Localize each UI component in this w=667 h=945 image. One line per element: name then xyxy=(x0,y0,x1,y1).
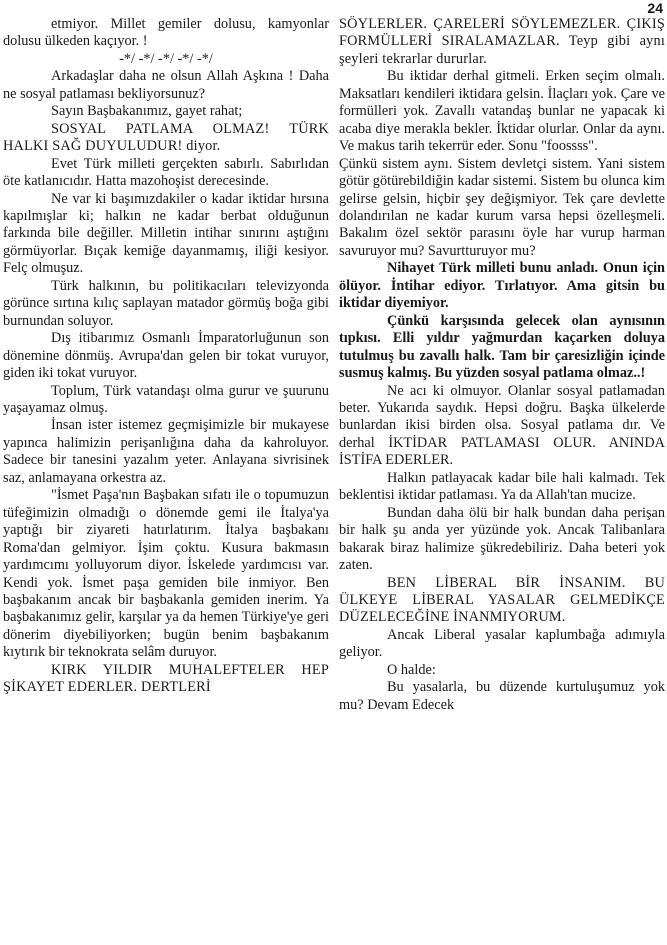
paragraph: Arkadaşlar daha ne olsun Allah Aşkına ! Daha ne sosyal patlaması bekliyorsunuz? xyxy=(3,68,329,102)
paragraph: Ne var ki başımızdakiler o kadar iktidar hırsına kapılmışlar ki; halkın ne kadar berbat olduğunun farkında bile değiller. Milletin intihar sınırını aştığını görmüyorlar. Bıçak kemiğe dayanmamış, iliği kesiyor. Felç olmuşuz. xyxy=(3,190,329,277)
closing-paragraph: Bu yasalarla, bu düzende kurtuluşumuz yok mu? Devam Edecek xyxy=(339,679,665,713)
paragraph: Bundan daha ölü bir halk bundan daha perişan bir halk şu anda yer yüzünde yok. Ancak Talibanlara bakarak biraz halimize şükredebiliriz. Daha beteri yok zaten. xyxy=(339,504,665,574)
paragraph: Çünkü sistem aynı. Sistem devletçi sistem. Yani sistem götür götürebildiğin kadar sistemi. Sistem bu olunca kim gelirse gelsin, hiçbir şey değişmiyor. Tek çare devlette dolandırılan ne kadar kurum varsa hepsi özelleşmeli. Bakalım özel sektör parasını öyle har vurup harman savuruyor mu? Savurtturuyor mu? xyxy=(339,155,665,259)
bold-paragraph: Çünkü karşısında gelecek olan aynısının tıpkısı. Elli yıldır yağmurdan kaçarken doluya tutulmuş bu zavallı halk. Tam bir çaresizliğin içinde susmuş kalmış. Bu yüzden sosyal patlama olmaz..! xyxy=(339,312,665,382)
paragraph: SÖYLERLER. ÇARELERİ SÖYLEMEZLER. ÇIKIŞ FORMÜLLERİ SIRALAMAZLAR. Teyp gibi aynı şeyleri tekrarlar dururlar. xyxy=(339,16,665,67)
quote-paragraph: "İsmet Paşa'nın Başbakan sıfatı ile o topumuzun tüfeğimizin olmadığı o dönemde gemi ile İtalya'ya yaptığı bir ziyareti hatırlatırım. İtalya başbakanı Roma'dan gelmiyor. İşim çoktu. Kusura bakmasın yardımcımı yolluyorum diyor. İskelede yardımcısı var. Kendi yok. İsmet paşa gemiden bile inmiyor. Ben başbakanım ancak bir başbakanla gemiden inerim. Ya başbakanımız gelir, karşılar ya da hemen Türkiye'ye geri dönerim diyebiliyorken; bugün benim başbakanım kıytırık bir teknokrata selâm duruyor. xyxy=(3,487,329,661)
paragraph: Dış itibarımız Osmanlı İmparatorluğunun son dönemine dönmüş. Avrupa'dan gelen bir tokat vuruyor, giden iki tokat vuruyor. xyxy=(3,330,329,382)
paragraph: Toplum, Türk vatandaşı olma gurur ve şuurunu yaşayamaz olmuş. xyxy=(3,382,329,416)
left-column xyxy=(3,16,329,697)
paragraph: etmiyor. Millet gemiler dolusu, kamyonlar dolusu ülkeden kaçıyor. ! xyxy=(3,16,329,50)
bold-paragraph: Nihayet Türk milleti bunu anladı. Onun için ölüyor. İntihar ediyor. Tırlatıyor. Ama gitsin bu iktidar diyemiyor. xyxy=(339,260,665,312)
paragraph: KIRK YILDIR MUHALEFTELER HEP ŞİKAYET EDERLER. DERTLERİ xyxy=(3,661,329,696)
page-number: 24 xyxy=(647,0,663,16)
right-column xyxy=(339,16,665,714)
paragraph: O halde: xyxy=(387,661,436,678)
paragraph: SOSYAL PATLAMA OLMAZ! TÜRK HALKI SAĞ DUYULUDUR! diyor. xyxy=(3,120,329,155)
paragraph: Evet Türk milleti gerçekten sabırlı. Sabırlıdan öte katlanıcıdır. Hatta mazohoşist derecesinde. xyxy=(3,155,329,190)
paragraph: Türk halkının, bu politikacıları televizyonda görünce sırtına kılıç saplayan matador görmüş boğa gibi burnundan soluyor. xyxy=(3,277,329,329)
paragraph: Bu iktidar derhal gitmeli. Erken seçim olmalı. Maksatları kendileri iktidara gelsin. İlaçları yok. Çare ve formülleri yok. Zavallı vatandaş bunlar ne yapacak ki acaba diye merakla bekler. İktidar olurlar. Onlar da aynı. Ve makus tarih tekerrür eder. Sonu "foossss". xyxy=(339,68,665,155)
paragraph: BEN LİBERAL BİR İNSANIM. BU ÜLKEYE LİBERAL YASALAR GELMEDİKÇE DÜZELECEĞİNE İNANMIYORUM. xyxy=(339,574,665,626)
paragraph: Halkın patlayacak kadar bile hali kalmadı. Tek beklentisi iktidar patlaması. Ya da Allah'tan mucize. xyxy=(339,469,665,504)
paragraph: İnsan ister istemez geçmişimizle bir mukayese yapınca halimizin perişanlığına daha da kahroluyor. Sadece bir tanesini yazalım yeter. Anlayana sivrisinek saz, anlamayana orkestra az. xyxy=(3,417,329,486)
paragraph: Ne acı ki olmuyor. Olanlar sosyal patlamadan beter. Yukarıda saydık. Hepsi doğru. Başka ülkelerde bunlardan ikisi birden olsa. Sosyal patlama dır. Ve derhal İKTİDAR PATLAMASI OLUR. ANINDA İSTİFA EDERLER. xyxy=(339,382,665,469)
paragraph: Ancak Liberal yasalar kaplumbağa adımıyla geliyor. xyxy=(339,626,665,661)
paragraph: Sayın Başbakanımız, gayet rahat; xyxy=(51,103,243,120)
separator-line: -*/ -*/ -*/ -*/ -*/ xyxy=(119,50,213,67)
